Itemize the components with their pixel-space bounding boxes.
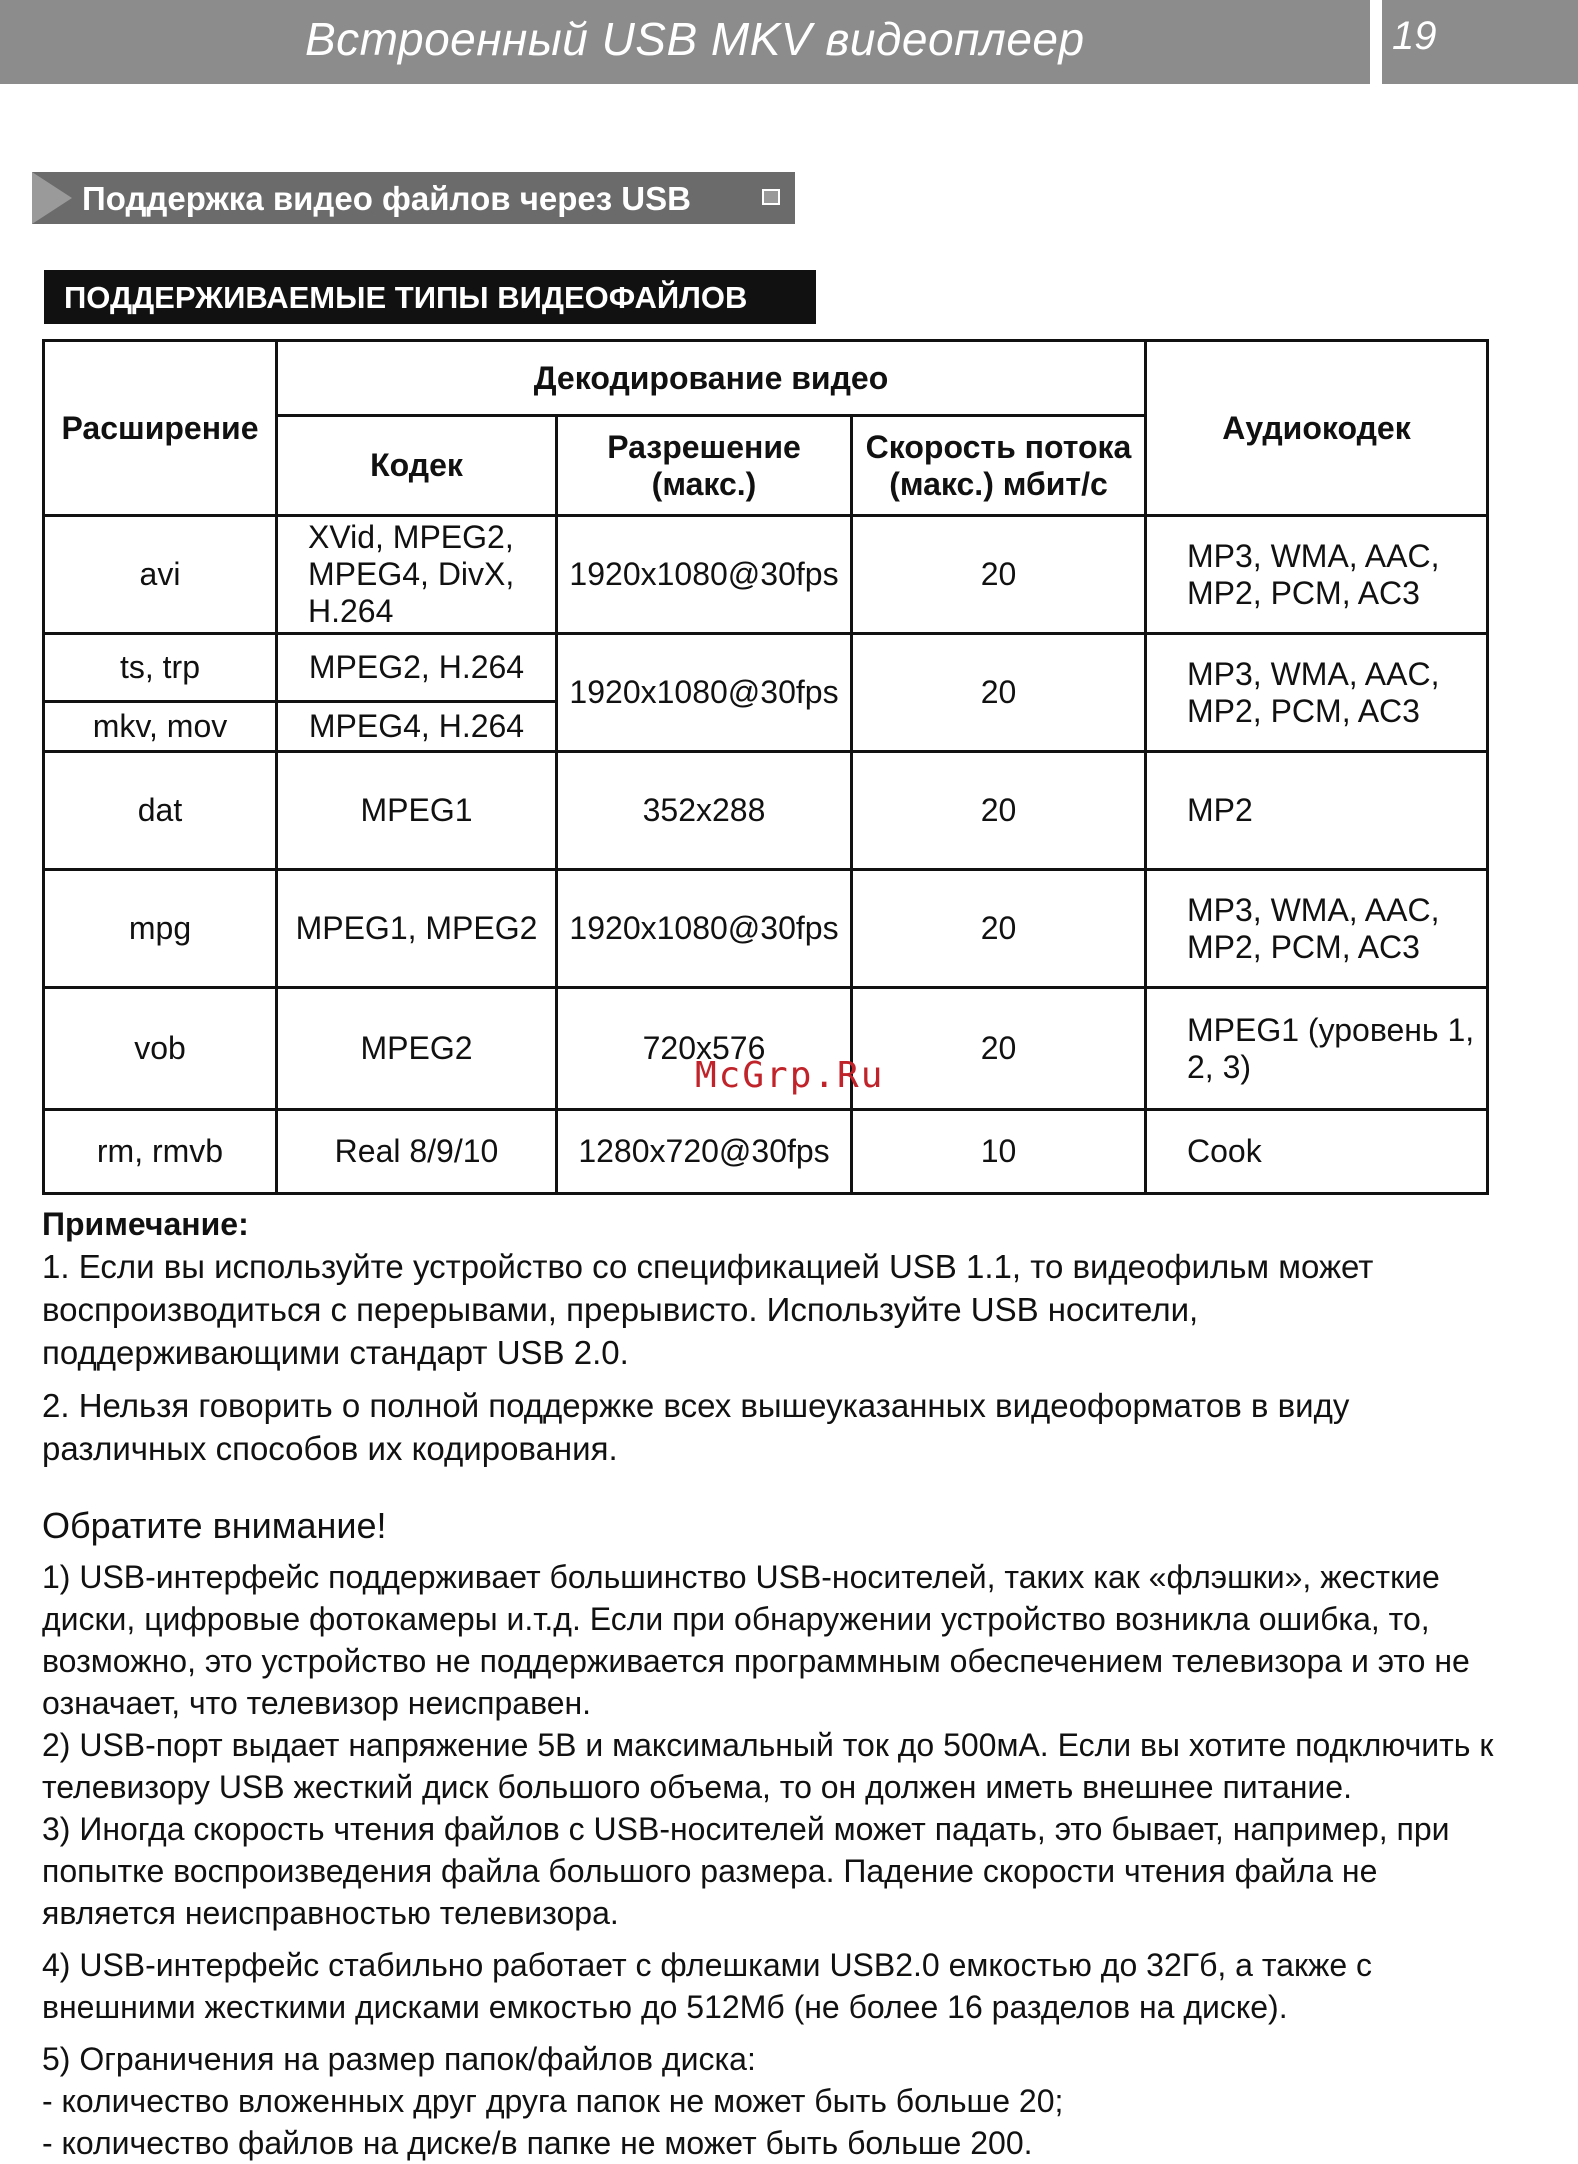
header-codec: Кодек: [277, 416, 557, 516]
header-resolution: Разрешение (макс.): [557, 416, 852, 516]
cell-resolution: 1920x1080@30fps: [557, 516, 852, 634]
cell-audio: MP2: [1146, 752, 1488, 870]
cell-bitrate: 10: [852, 1110, 1146, 1194]
page-header: [0, 0, 1578, 84]
cell-extension: mpg: [44, 870, 277, 988]
notes-heading: Примечание:: [42, 1206, 249, 1242]
table-row: [44, 870, 1488, 988]
cell-resolution: 1280x720@30fps: [557, 1110, 852, 1194]
table-row: [44, 634, 1488, 702]
attention-section: [42, 1500, 1512, 2164]
cell-extension: mkv, mov: [44, 702, 277, 752]
cell-resolution: 1920x1080@30fps: [557, 870, 852, 988]
watermark: McGrp.Ru: [695, 1055, 885, 1096]
cell-codec: MPEG2, H.264: [277, 634, 557, 702]
cell-codec: Real 8/9/10: [277, 1110, 557, 1194]
cell-audio: MP3, WMA, AAC, MP2, PCM, AC3: [1146, 516, 1488, 634]
cell-bitrate: 20: [852, 516, 1146, 634]
table-row: [44, 1110, 1488, 1194]
cell-codec: MPEG4, H.264: [277, 702, 557, 752]
cell-audio: Cook: [1146, 1110, 1488, 1194]
header-video-decoding: Декодирование видео: [277, 341, 1146, 416]
cell-resolution: 1920x1080@30fps: [557, 634, 852, 752]
cell-bitrate: 20: [852, 988, 1146, 1110]
cell-audio: MPEG1 (уровень 1, 2, 3): [1146, 988, 1488, 1110]
cell-extension: dat: [44, 752, 277, 870]
header-audio-codec: Аудиокодек: [1146, 341, 1488, 516]
cell-codec: MPEG2: [277, 988, 557, 1110]
section-banner-title: Поддержка видео файлов через USB: [82, 180, 691, 217]
header-title: Встроенный USB MKV видеоплеер: [305, 13, 1085, 65]
table-row: [44, 516, 1488, 634]
attention-item: 1) USB-интерфейс поддерживает большинство USB-носителей, таких как «флэшки», жесткие диски, цифровые фотокамеры и.т.д. Если при обнаружении устройство возникла ошибка, то, возможно, это устройство не поддерживается программным обеспечением телевизора и это не означает, что телевизор неисправен.: [42, 1559, 1470, 1721]
cell-resolution: 720x576: [557, 988, 852, 1110]
cell-codec: MPEG1: [277, 752, 557, 870]
attention-title: Обратите внимание!: [42, 1505, 387, 1546]
cell-resolution: 352x288: [557, 752, 852, 870]
header-bitrate: Скорость потока (макс.) мбит/с: [852, 416, 1146, 516]
cell-extension: avi: [44, 516, 277, 634]
notes-section: [42, 1203, 1502, 1470]
cell-bitrate: 20: [852, 752, 1146, 870]
cell-extension: ts, trp: [44, 634, 277, 702]
cell-bitrate: 20: [852, 870, 1146, 988]
cell-audio: MP3, WMA, AAC, MP2, PCM, AC3: [1146, 634, 1488, 752]
cell-extension: vob: [44, 988, 277, 1110]
note-item: 1. Если вы используйте устройство со спецификацией USB 1.1, то видеофильм может воспроизводиться с перерывами, прерывисто. Используйте USB носители, поддерживающими стандарт USB 2.0.: [42, 1248, 1374, 1371]
note-item: 2. Нельзя говорить о полной поддержке всех вышеуказанных видеоформатов в виду различных способов их кодирования.: [42, 1387, 1350, 1467]
cell-bitrate: 20: [852, 634, 1146, 752]
cell-codec: MPEG1, MPEG2: [277, 870, 557, 988]
attention-item: 4) USB-интерфейс стабильно работает с флешками USB2.0 емкостью до 32Гб, а также с внешними жесткими дисками емкостью до 512Мб (не более 16 разделов на диске).: [42, 1947, 1373, 2025]
attention-item: 5) Ограничения на размер папок/файлов диска:: [42, 2041, 756, 2077]
table-row: [44, 752, 1488, 870]
attention-item: 2) USB-порт выдает напряжение 5В и максимальный ток до 500мА. Если вы хотите подключить к телевизору USB жесткий диск большого объема, то он должен иметь внешнее питание.: [42, 1727, 1494, 1805]
cell-extension: rm, rmvb: [44, 1110, 277, 1194]
attention-item: - количество файлов на диске/в папке не может быть больше 200.: [42, 2125, 1033, 2161]
section-banner: [10, 172, 795, 224]
cell-audio: MP3, WMA, AAC, MP2, PCM, AC3: [1146, 870, 1488, 988]
attention-item: - количество вложенных друг друга папок не может быть больше 20;: [42, 2083, 1064, 2119]
cell-codec: XVid, MPEG2, MPEG4, DivX, H.264: [277, 516, 557, 634]
table-label: [44, 270, 816, 324]
table-label-text: ПОДДЕРЖИВАЕМЫЕ ТИПЫ ВИДЕОФАЙЛОВ: [64, 280, 748, 315]
header-extension: Расширение: [44, 341, 277, 516]
attention-item: 3) Иногда скорость чтения файлов с USB-носителей может падать, это бывает, например, при попытке воспроизведения файла большого размера. Падение скорости чтения файла не является неисправностью телевизора.: [42, 1811, 1450, 1931]
square-icon: [762, 189, 780, 205]
page-number: 19: [1392, 14, 1437, 58]
